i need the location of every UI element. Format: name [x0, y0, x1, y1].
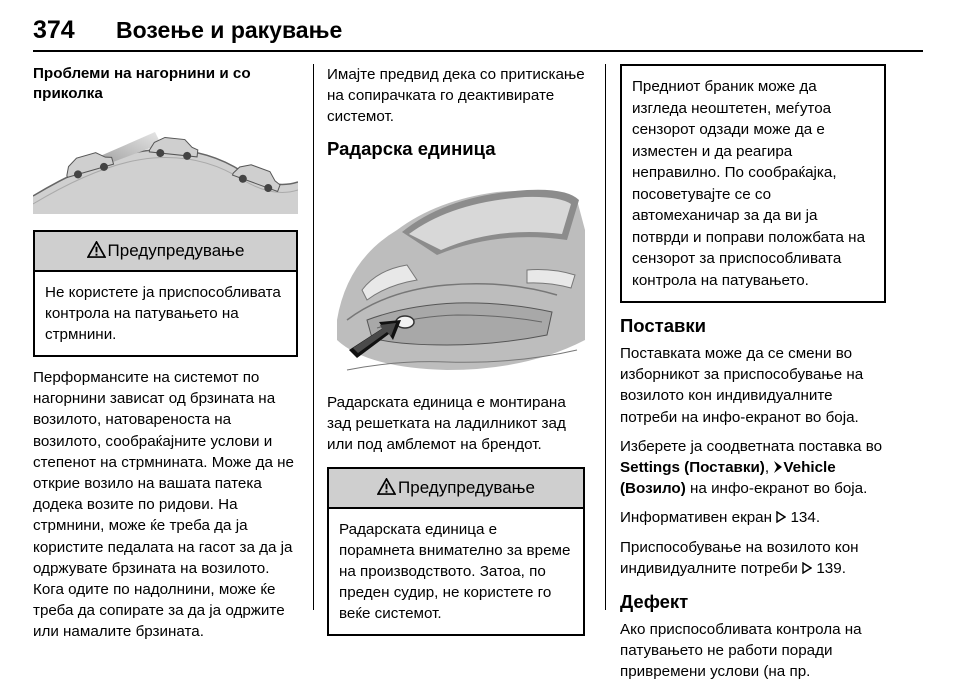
ref-personalisation-text: Приспособување на возилото кон индивидуалните потреби — [620, 538, 859, 577]
column-2 — [327, 64, 585, 636]
warning-title-2: Предупредување — [398, 478, 535, 498]
ref-personalisation-page: 139. — [816, 559, 846, 577]
column-divider-1 — [313, 64, 314, 610]
ref-info-display-text: Информативен екран — [620, 509, 773, 527]
bumper-note-box — [620, 64, 886, 303]
warning-text-2: Радарската единица е порамнета внимателно за време на производството. Затоа, по преден судир, не користете го веќе системот. — [339, 521, 571, 623]
warning-triangle-icon — [377, 478, 396, 495]
hill-cars-illustration — [33, 114, 298, 214]
column-divider-2 — [605, 64, 606, 610]
settings-heading: Поставки — [620, 315, 706, 336]
warning-header-1 — [35, 232, 296, 272]
settings-p2-post: на инфо-екранот во боја. — [690, 480, 868, 498]
settings-menu-label: Settings (Поставки) — [620, 459, 765, 477]
vehicle-menu-label: Vehicle (Возило) — [620, 459, 836, 498]
settings-p2-pre: Изберете ја соодветната поставка во — [620, 437, 883, 455]
page-reference-arrow-icon — [802, 562, 812, 574]
car-front-radar-illustration — [327, 170, 585, 380]
page-reference-arrow-icon — [776, 511, 786, 523]
brake-deactivate-text: Имајте предвид дека со притискање на сопирачката го деактивирате системот. — [327, 66, 585, 126]
bumper-note-text: Предниот браник може да изгледа неоштетен, меѓутоа сензорот одзади може да е изместен и да реагира неправилно. По сообраќајка, посоветувајте се со автомеханичар за да ви ја потврди и поправи положбата на сензорот за приспособливата контрола на патувањето. — [632, 78, 866, 289]
ref-info-display-page: 134. — [790, 509, 821, 527]
ref-info-display — [620, 507, 886, 528]
page-number: 374 — [33, 16, 75, 44]
settings-paragraph-1: Поставката може да се смени во изборникот за приспособување на возилото кон индивидуалните потреби на инфо-екранот во боја. — [620, 345, 864, 426]
defect-paragraph: Ако приспособливата контрола на патувањето не работи поради привремени услови (на пр. — [620, 621, 862, 681]
warning-body-1 — [35, 272, 296, 355]
column-3 — [620, 64, 886, 683]
warning-triangle-icon — [87, 241, 106, 258]
hills-trailer-heading: Проблеми на нагорнини и со приколка — [33, 65, 251, 102]
radar-location-paragraph: Радарската единица е монтирана зад решетката на ладилникот зад или под амблемот на брендот. — [327, 393, 566, 454]
warning-box-2 — [327, 467, 585, 636]
hills-paragraph: Перформансите на системот по нагорнини зависат од брзината на возилото, натовареноста на возилото, сообраќајните услови и степенот на стрмнината. Може да не открие возило на вашата патека додека возите по ридови. На стрмнини, може ќе треба да ја користите педалата на гасот за да ја одржувате брзината на возилото. Кога одите по надолнини, може ќе треба да сопирате за да ја одржите или намалите брзината. — [33, 369, 294, 641]
radar-unit-heading: Радарска единица — [327, 137, 496, 159]
warning-title-1: Предупредување — [107, 241, 245, 260]
warning-header-2 — [329, 469, 583, 509]
header-rule — [33, 50, 923, 52]
settings-separator: , — [764, 459, 770, 477]
warning-text-1: Не користете ја приспособливата контрола на патувањето на стрмнини. — [45, 284, 281, 343]
warning-box-1 — [33, 230, 298, 357]
warning-body-2 — [329, 509, 583, 634]
settings-paragraph-2 — [620, 436, 886, 500]
menu-arrow-icon — [773, 461, 783, 473]
page-title: Возење и ракување — [116, 17, 343, 43]
column-1 — [33, 64, 298, 643]
ref-personalisation — [620, 537, 886, 579]
defect-heading: Дефект — [620, 591, 689, 613]
